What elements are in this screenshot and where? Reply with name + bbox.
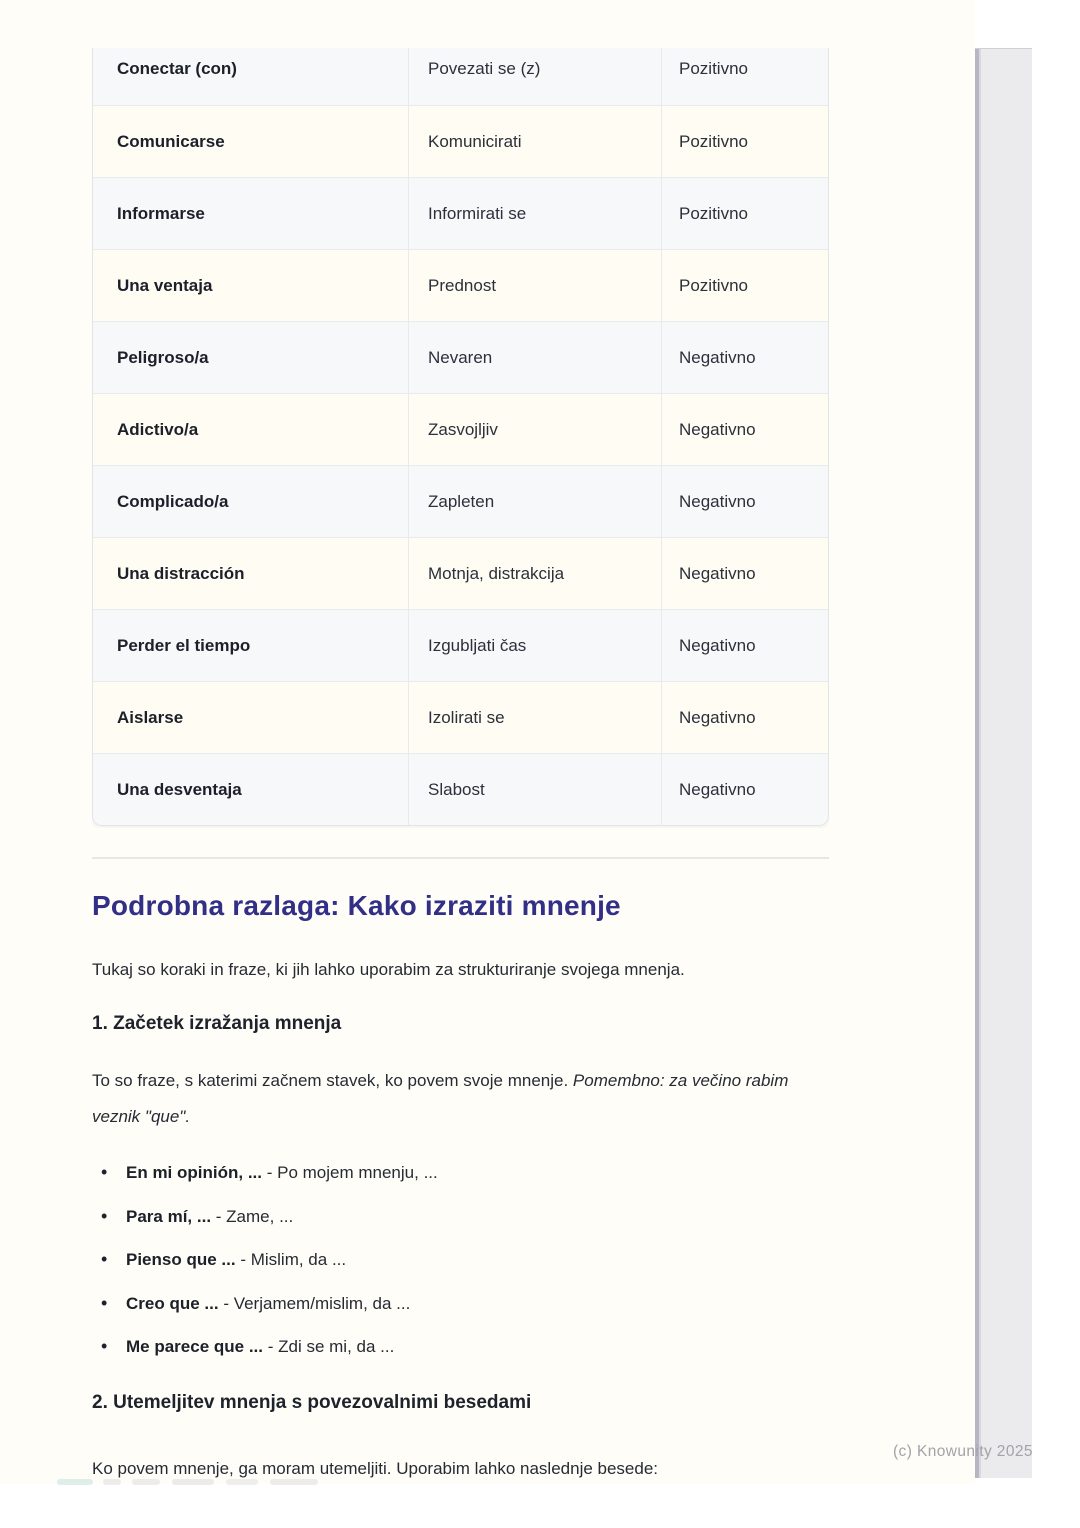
phrase-slovene: - Zame, ...: [215, 1206, 294, 1226]
phrase-spanish: Pienso que ...: [126, 1250, 236, 1269]
subsection-2-paragraph: Ko povem mnenje, ga moram utemeljiti. Uporabim lahko naslednje besede:: [92, 1459, 659, 1478]
slovene-translation-cell: Nevaren: [408, 322, 661, 393]
section-divider: [92, 857, 829, 859]
phrase-slovene: - Po mojem mnenju, ...: [266, 1163, 438, 1182]
table-row: [93, 393, 828, 465]
polarity-cell: Negativno: [661, 394, 828, 465]
phrase-slovene: - Mislim, da ...: [240, 1250, 347, 1269]
spanish-term-cell: Una distracción: [117, 563, 245, 583]
slovene-translation-cell: Izolirati se: [408, 682, 661, 753]
slovene-translation-cell: Zapleten: [408, 466, 661, 537]
spanish-term-cell: Una ventaja: [117, 275, 213, 295]
table-row: [93, 465, 828, 537]
slovene-translation-cell: Izgubljati čas: [408, 610, 661, 681]
clipped-next-line: [0, 1479, 975, 1486]
intro-paragraph: Tukaj so koraki in fraze, ki jih lahko uporabim za strukturiranje svojega mnenja.: [92, 960, 685, 979]
subsection-1-heading: 1. Začetek izražanja mnenja: [92, 1013, 342, 1034]
spanish-term-cell: Una desventaja: [117, 779, 242, 799]
phrase-list-item: [92, 1282, 829, 1326]
vocab-table: [92, 48, 829, 828]
table-row: [93, 177, 828, 249]
slovene-translation-cell: Zasvojljiv: [408, 394, 661, 465]
clipped-text-fragment: [172, 1479, 214, 1485]
table-row: [93, 249, 828, 321]
subsection-1-text-italic: Pomembno: za večino rabim veznik "que".: [92, 1071, 789, 1126]
slovene-translation-cell: Prednost: [408, 250, 661, 321]
polarity-cell: Negativno: [661, 610, 828, 681]
spanish-term-cell: Adictivo/a: [117, 419, 199, 439]
phrase-spanish: Para mí, ...: [126, 1206, 212, 1226]
slovene-translation-cell: Motnja, distrakcija: [408, 538, 661, 609]
spanish-term-cell: Peligroso/a: [117, 347, 209, 367]
slovene-translation-cell: Informirati se: [408, 178, 661, 249]
table-row: [93, 609, 828, 681]
spanish-term-cell: Conectar (con): [117, 59, 237, 78]
phrase-slovene: - Verjamem/mislim, da ...: [223, 1293, 411, 1313]
table-row: [93, 48, 828, 105]
page-edge-line: [975, 49, 981, 1478]
clipped-text-fragment: [270, 1479, 318, 1485]
watermark: (c) Knowunity 2025: [893, 1443, 1033, 1460]
phrase-spanish: En mi opinión, ...: [126, 1163, 262, 1182]
polarity-cell: Negativno: [661, 322, 828, 393]
phrase-list: [92, 1151, 829, 1369]
spanish-term-cell: Aislarse: [117, 707, 184, 727]
section-title: Podrobna razlaga: Kako izraziti mnenje: [92, 890, 621, 921]
subsection-1-text-normal: To so fraze, s katerimi začnem stavek, ko povem svoje mnenje.: [92, 1071, 573, 1090]
table-row: [93, 753, 828, 825]
slovene-translation-cell: Komunicirati: [408, 106, 661, 177]
polarity-cell: Pozitivno: [661, 178, 828, 249]
phrase-slovene: - Zdi se mi, da ...: [267, 1337, 395, 1356]
polarity-cell: Pozitivno: [661, 106, 828, 177]
phrase-list-item: [92, 1238, 829, 1282]
table-row: [93, 537, 828, 609]
polarity-cell: Negativno: [661, 754, 828, 825]
phrase-list-item: [92, 1195, 829, 1239]
spanish-term-cell: Complicado/a: [117, 491, 229, 511]
subsection-1-paragraph: [92, 1063, 829, 1135]
phrase-spanish: Me parece que ...: [126, 1337, 263, 1356]
table-row: [93, 681, 828, 753]
subsection-2-heading: 2. Utemeljitev mnenja s povezovalnimi besedami: [92, 1392, 532, 1413]
clipped-text-fragment: [226, 1479, 258, 1485]
clipped-text-fragment: [132, 1479, 160, 1485]
polarity-cell: Pozitivno: [661, 250, 828, 321]
polarity-cell: Negativno: [661, 682, 828, 753]
clipped-text-fragment: [57, 1479, 93, 1485]
phrase-list-item: [92, 1325, 829, 1369]
clipped-text-fragment: [103, 1479, 121, 1485]
spanish-term-cell: Comunicarse: [117, 131, 225, 151]
table-row: [93, 321, 828, 393]
phrase-spanish: Creo que ...: [126, 1293, 219, 1313]
polarity-cell: Negativno: [661, 466, 828, 537]
phrase-list-item: [92, 1151, 829, 1195]
table-row: [93, 105, 828, 177]
page-edge-strip: [975, 48, 1032, 1478]
polarity-cell: Negativno: [661, 538, 828, 609]
spanish-term-cell: Informarse: [117, 203, 205, 223]
slovene-translation-cell: Slabost: [408, 754, 661, 825]
slovene-translation-cell: Povezati se (z): [408, 48, 661, 105]
polarity-cell: Pozitivno: [661, 48, 828, 105]
spanish-term-cell: Perder el tiempo: [117, 635, 251, 655]
vocab-table-body: [92, 48, 829, 826]
